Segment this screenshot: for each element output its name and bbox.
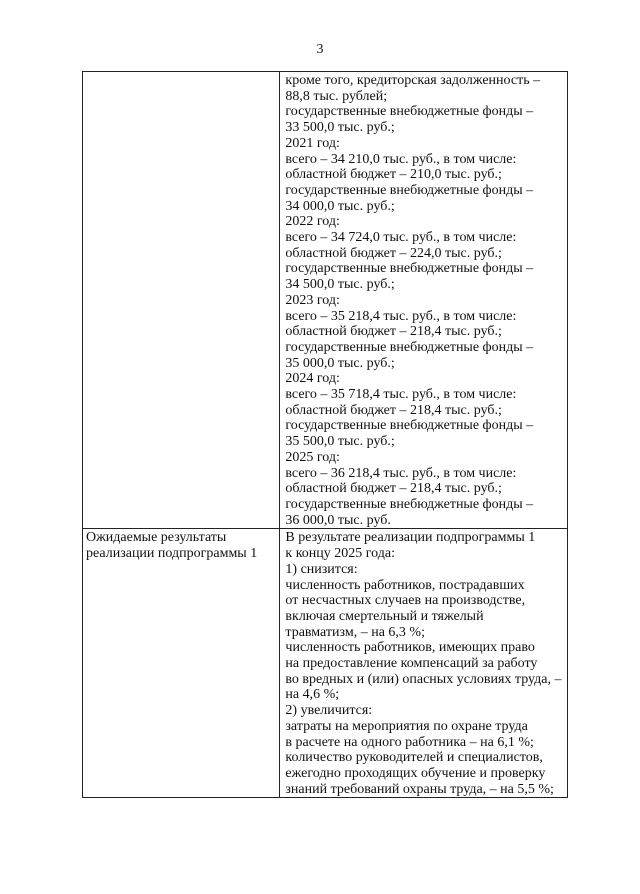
text-line: всего – 34 724,0 тыс. руб., в том числе: <box>285 230 517 246</box>
text-line: 1) снизится: <box>285 561 358 577</box>
text-line: государственные внебюджетные фонды – <box>285 182 534 198</box>
text-line: количество руководителей и специалистов, <box>285 750 543 766</box>
table-row <box>83 529 568 798</box>
text-line: государственные внебюджетные фонды – <box>285 339 534 355</box>
text-line: кроме того, кредиторская задолженность – <box>285 73 541 88</box>
text-line: знаний требований охраны труда, – на 5,5 %; <box>285 781 554 797</box>
text-line: 2024 год: <box>285 371 340 387</box>
text-line: государственные внебюджетные фонды – <box>285 496 534 512</box>
text-line: 2023 год: <box>285 292 340 308</box>
text-line: численность работников, имеющих право <box>285 640 535 656</box>
text-line: областной бюджет – 218,4 тыс. руб.; <box>285 324 502 340</box>
text-line: 35 500,0 тыс. руб.; <box>285 434 395 450</box>
text-line: 36 000,0 тыс. руб. <box>285 512 391 528</box>
expected-results-label <box>83 529 279 561</box>
text-line: включая смертельный и тяжелый <box>285 608 484 624</box>
text-line: затраты на мероприятия по охране труда <box>285 718 528 734</box>
text-line: во вредных и (или) опасных условиях труда, – <box>285 671 562 687</box>
text-line: всего – 35 718,4 тыс. руб., в том числе: <box>285 387 517 403</box>
text-line: 2022 год: <box>285 214 340 230</box>
text-line: 2) увеличится: <box>285 703 373 719</box>
text-line: государственные внебюджетные фонды – <box>285 418 534 434</box>
text-line: областной бюджет – 218,4 тыс. руб.; <box>285 481 502 497</box>
text-line: к концу 2025 года: <box>285 546 395 562</box>
text-line: 2025 год: <box>285 449 340 465</box>
text-line: всего – 36 218,4 тыс. руб., в том числе: <box>285 465 517 481</box>
text-line: областной бюджет – 210,0 тыс. руб.; <box>285 167 502 183</box>
text-line: 33 500,0 тыс. руб.; <box>285 120 395 136</box>
row-content-cell <box>280 529 568 798</box>
text-line: в расчете на одного работника – на 6,1 %; <box>285 734 534 750</box>
text-line: на предоставление компенсаций за работу <box>285 656 538 672</box>
text-line: численность работников, пострадавших <box>285 577 525 593</box>
text-line: областной бюджет – 224,0 тыс. руб.; <box>285 245 502 261</box>
table-row <box>83 72 568 529</box>
text-line: областной бюджет – 218,4 тыс. руб.; <box>285 402 502 418</box>
text-line: на 4,6 %; <box>285 687 340 703</box>
text-line: 2021 год: <box>285 135 340 151</box>
text-line: государственные внебюджетные фонды – <box>285 104 534 120</box>
text-line: 88,8 тыс. рублей; <box>285 88 388 104</box>
text-line: всего – 35 218,4 тыс. руб., в том числе: <box>285 308 517 324</box>
row-label-cell <box>83 72 280 529</box>
text-line: травматизм, – на 6,3 %; <box>285 624 425 640</box>
label-line: Ожидаемые результаты <box>86 530 227 546</box>
expected-results-text <box>280 529 567 797</box>
text-line: ежегодно проходящих обучение и проверку <box>285 765 546 781</box>
text-line: от несчастных случаев на производстве, <box>285 593 526 609</box>
text-line: всего – 34 210,0 тыс. руб., в том числе: <box>285 151 517 167</box>
text-line: 35 000,0 тыс. руб.; <box>285 355 395 371</box>
text-line: В результате реализации подпрограммы 1 <box>285 530 536 546</box>
financing-text <box>280 72 567 528</box>
text-line: государственные внебюджетные фонды – <box>285 261 534 277</box>
row-label-lines <box>83 72 279 73</box>
page-number: 3 <box>316 42 324 57</box>
text-line: 34 000,0 тыс. руб.; <box>285 198 395 214</box>
row-content-cell <box>280 72 568 529</box>
label-line: реализации подпрограммы 1 <box>86 546 258 562</box>
subprogram-passport-table <box>82 71 568 798</box>
row-label-cell <box>83 529 280 798</box>
text-line: 34 500,0 тыс. руб.; <box>285 277 395 293</box>
